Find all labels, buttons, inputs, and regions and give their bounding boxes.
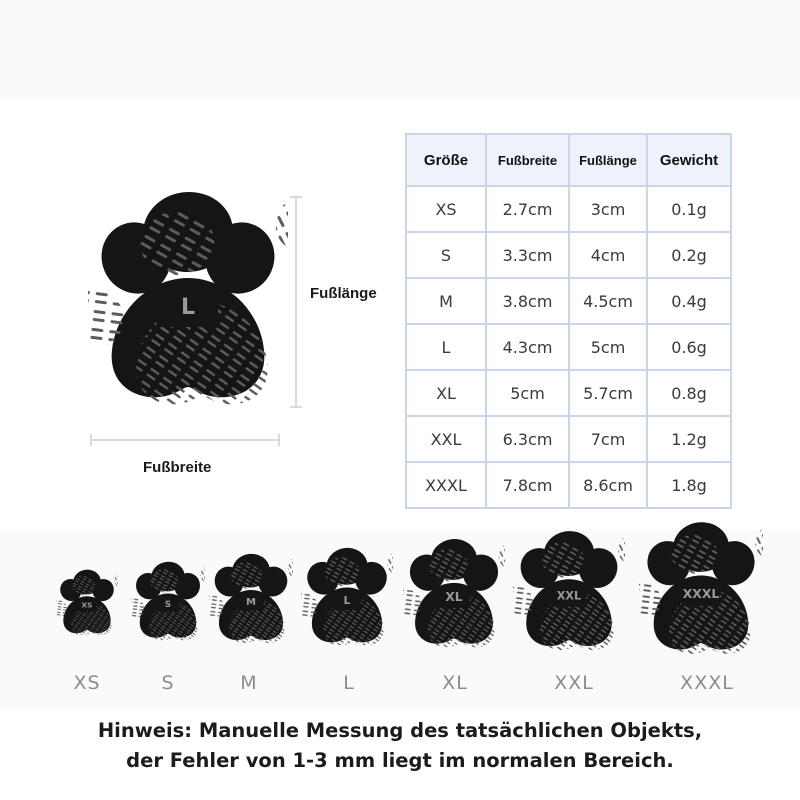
note-line-1: Hinweis: Manuelle Messung des tatsächlichen Objekts, xyxy=(97,719,703,742)
paw-size-mark: L xyxy=(180,295,196,320)
cell-weight: 0.4g xyxy=(647,278,731,324)
table-row xyxy=(406,278,731,324)
paw-size-mark: XXL xyxy=(556,589,582,603)
cell-size: XL xyxy=(406,370,486,416)
size-label: L xyxy=(343,672,355,694)
table-row xyxy=(406,324,731,370)
cell-foot-length: 5.7cm xyxy=(569,370,647,416)
length-label: Fußlänge xyxy=(310,285,377,302)
table-row xyxy=(406,370,731,416)
size-label: S xyxy=(161,672,175,694)
paw-size-mark: XXXL xyxy=(682,586,720,602)
header-size: Größe xyxy=(406,134,486,186)
table-row xyxy=(406,232,731,278)
cell-foot-width: 7.8cm xyxy=(486,462,569,508)
paw-pad-s xyxy=(131,561,205,641)
top-band xyxy=(0,0,800,100)
cell-foot-width: 2.7cm xyxy=(486,186,569,232)
cell-foot-length: 5cm xyxy=(569,324,647,370)
cell-size: M xyxy=(406,278,486,324)
width-measure-line xyxy=(90,434,280,446)
cell-foot-length: 3cm xyxy=(569,186,647,232)
header-foot-width: Fußbreite xyxy=(486,134,569,186)
cell-foot-width: 6.3cm xyxy=(486,416,569,462)
cell-weight: 1.8g xyxy=(647,462,731,508)
cell-weight: 0.8g xyxy=(647,370,731,416)
paw-pad-xxxl xyxy=(639,521,763,654)
cell-weight: 0.1g xyxy=(647,186,731,232)
size-table xyxy=(405,133,732,509)
cell-weight: 0.2g xyxy=(647,232,731,278)
paw-size-mark: XS xyxy=(81,600,93,610)
note-line-2: der Fehler von 1-3 mm liegt im normalen Bereich. xyxy=(126,749,674,772)
cell-foot-length: 8.6cm xyxy=(569,462,647,508)
cell-foot-length: 7cm xyxy=(569,416,647,462)
cell-size: L xyxy=(406,324,486,370)
paw-pad-l xyxy=(301,547,393,646)
cell-weight: 1.2g xyxy=(647,416,731,462)
length-measure-line xyxy=(290,196,302,408)
width-label: Fußbreite xyxy=(143,459,212,476)
header-weight: Gewicht xyxy=(647,134,731,186)
size-label: XL xyxy=(442,672,468,694)
table-row xyxy=(406,416,731,462)
paw-size-mark: M xyxy=(245,596,257,608)
cell-size: XXXL xyxy=(406,462,486,508)
table-row xyxy=(406,462,731,508)
cell-foot-width: 3.8cm xyxy=(486,278,569,324)
size-label: XS xyxy=(73,672,101,694)
cell-foot-length: 4.5cm xyxy=(569,278,647,324)
paw-pad-xl xyxy=(403,538,505,648)
cell-foot-width: 5cm xyxy=(486,370,569,416)
paw-pad-xs xyxy=(56,569,118,636)
cell-foot-width: 4.3cm xyxy=(486,324,569,370)
table-row xyxy=(406,186,731,232)
cell-foot-width: 3.3cm xyxy=(486,232,569,278)
paw-pad-xxl xyxy=(513,530,625,650)
paw-pad-diagram xyxy=(88,190,288,405)
size-label: M xyxy=(240,672,258,694)
paw-size-mark: S xyxy=(164,600,172,611)
paw-size-mark: XL xyxy=(445,590,463,605)
measurement-note xyxy=(0,716,800,776)
cell-size: XS xyxy=(406,186,486,232)
cell-weight: 0.6g xyxy=(647,324,731,370)
cell-foot-length: 4cm xyxy=(569,232,647,278)
header-foot-length: Fußlänge xyxy=(569,134,647,186)
table-header-row xyxy=(406,134,731,186)
cell-size: XXL xyxy=(406,416,486,462)
size-label: XXXL xyxy=(680,672,734,694)
paw-pad-m xyxy=(209,553,293,643)
paw-size-mark: L xyxy=(343,593,351,607)
cell-size: S xyxy=(406,232,486,278)
size-label: XXL xyxy=(554,672,594,694)
